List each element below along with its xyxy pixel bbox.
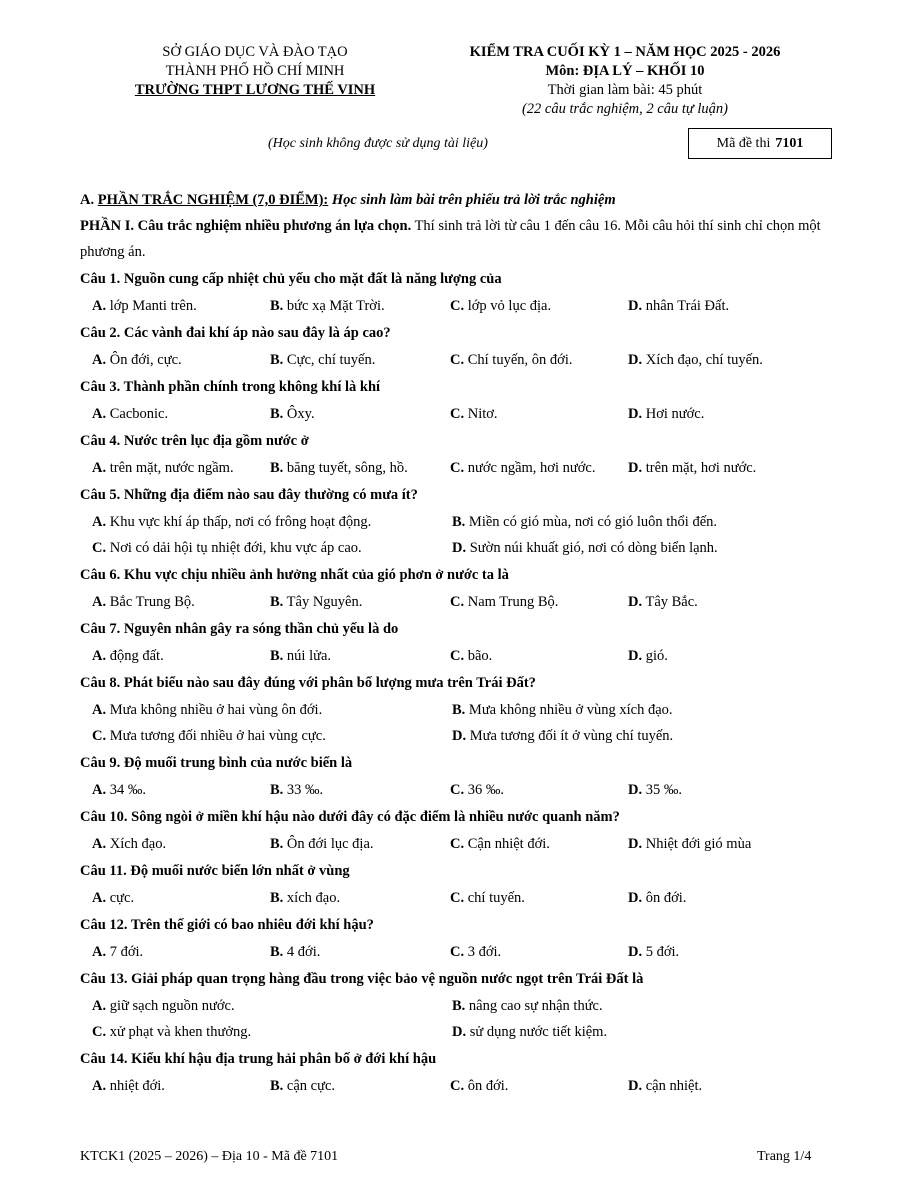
answer-option bbox=[92, 509, 452, 535]
footer-left: KTCK1 (2025 – 2026) – Địa 10 - Mã đề 7101 bbox=[80, 1149, 339, 1164]
option-letter: A. bbox=[92, 998, 107, 1014]
answer-option bbox=[452, 1019, 832, 1045]
option-letter: D. bbox=[628, 352, 643, 368]
option-letter: B. bbox=[270, 782, 284, 798]
answer-option bbox=[92, 293, 270, 319]
answer-row bbox=[80, 1073, 840, 1099]
option-letter: A. bbox=[92, 460, 107, 476]
option-text: Cực, chí tuyến. bbox=[283, 352, 376, 368]
answer-option bbox=[270, 643, 450, 669]
option-letter: C. bbox=[450, 944, 465, 960]
option-text: trên mặt, hơi nước. bbox=[642, 460, 757, 476]
section-a-heading bbox=[80, 187, 840, 213]
option-letter: C. bbox=[450, 406, 465, 422]
section-a-title: PHẦN TRẮC NGHIỆM (7,0 ĐIỂM): bbox=[97, 192, 329, 208]
exam-code-label: Mã đề thi bbox=[716, 135, 771, 151]
answer-option bbox=[92, 401, 270, 427]
option-text: ôn đới. bbox=[642, 890, 687, 906]
answer-option bbox=[628, 455, 756, 481]
answer-option bbox=[628, 885, 686, 911]
answer-option bbox=[270, 347, 450, 373]
option-text: 36 ‰. bbox=[464, 782, 504, 798]
answer-option bbox=[628, 401, 704, 427]
option-text: 35 ‰. bbox=[642, 782, 682, 798]
answer-option bbox=[628, 777, 682, 803]
answer-option bbox=[92, 939, 270, 965]
option-text: gió. bbox=[642, 648, 668, 664]
option-letter: B. bbox=[452, 702, 466, 718]
answer-row bbox=[80, 509, 840, 535]
answer-row bbox=[80, 723, 840, 749]
answer-option bbox=[270, 1073, 450, 1099]
option-letter: A. bbox=[92, 836, 107, 852]
answer-option bbox=[270, 455, 450, 481]
option-text: bão. bbox=[464, 648, 493, 664]
answer-row bbox=[80, 455, 840, 481]
option-letter: D. bbox=[628, 944, 643, 960]
part1-text: Thí sinh trả lời từ câu 1 đến câu 16. Mỗi câu hỏi thí sinh chỉ chọn một phương án. bbox=[80, 218, 821, 260]
answer-option bbox=[92, 993, 452, 1019]
answer-option bbox=[628, 293, 729, 319]
option-letter: C. bbox=[92, 728, 107, 744]
subject: Môn: ĐỊA LÝ – KHỐI 10 bbox=[545, 63, 705, 79]
answer-option bbox=[92, 643, 270, 669]
answer-option bbox=[450, 885, 628, 911]
option-text: nước ngầm, hơi nước. bbox=[464, 460, 596, 476]
answer-option bbox=[450, 1073, 628, 1099]
part1-intro bbox=[80, 213, 840, 265]
option-text: Xích đạo, chí tuyến. bbox=[642, 352, 763, 368]
answer-option bbox=[270, 831, 450, 857]
option-letter: D. bbox=[628, 782, 643, 798]
question-text: Câu 10. Sông ngòi ở miền khí hậu nào dưới đây có đặc điểm là nhiều nước quanh năm? bbox=[80, 809, 620, 825]
option-text: 7 đới. bbox=[106, 944, 144, 960]
answer-option bbox=[450, 777, 628, 803]
option-text: băng tuyết, sông, hồ. bbox=[283, 460, 408, 476]
answer-option bbox=[270, 885, 450, 911]
question-text: Câu 6. Khu vực chịu nhiều ảnh hưởng nhất của gió phơn ở nước ta là bbox=[80, 567, 509, 583]
option-letter: B. bbox=[270, 298, 284, 314]
option-letter: A. bbox=[92, 648, 107, 664]
school-name: TRƯỜNG THPT LƯƠNG THẾ VINH bbox=[134, 82, 376, 98]
option-text: Xích đạo. bbox=[106, 836, 167, 852]
answer-option bbox=[450, 643, 628, 669]
option-text: động đất. bbox=[106, 648, 164, 664]
answer-option bbox=[450, 455, 628, 481]
option-text: 33 ‰. bbox=[283, 782, 324, 798]
answer-option bbox=[92, 589, 270, 615]
answer-row bbox=[80, 535, 840, 561]
answer-option bbox=[450, 589, 628, 615]
answer-option bbox=[92, 347, 270, 373]
option-letter: D. bbox=[628, 594, 643, 610]
option-letter: C. bbox=[450, 298, 465, 314]
option-letter: B. bbox=[452, 514, 466, 530]
answer-row bbox=[80, 347, 840, 373]
answer-option bbox=[92, 777, 270, 803]
option-letter: C. bbox=[450, 352, 465, 368]
question-text: Câu 13. Giải pháp quan trọng hàng đầu trong việc bảo vệ nguồn nước ngọt trên Trái Đất là bbox=[80, 971, 644, 987]
composition: (22 câu trắc nghiệm, 2 câu tự luận) bbox=[521, 101, 729, 117]
option-text: bức xạ Mặt Trời. bbox=[283, 298, 385, 314]
option-text: Hơi nước. bbox=[642, 406, 705, 422]
option-letter: A. bbox=[92, 594, 107, 610]
answer-row bbox=[80, 1019, 840, 1045]
option-letter: C. bbox=[450, 648, 465, 664]
option-text: Nam Trung Bộ. bbox=[464, 594, 559, 610]
section-a-prefix: A. bbox=[80, 192, 98, 208]
header-left bbox=[100, 43, 410, 100]
answer-option bbox=[270, 293, 450, 319]
answer-option bbox=[628, 939, 679, 965]
option-letter: D. bbox=[628, 836, 643, 852]
answer-option bbox=[450, 939, 628, 965]
option-text: xử phạt và khen thưởng. bbox=[106, 1024, 252, 1040]
question-text: Câu 8. Phát biểu nào sau đây đúng với phân bố lượng mưa trên Trái Đất? bbox=[80, 675, 536, 691]
answer-option bbox=[450, 293, 628, 319]
option-text: Nhiệt đới gió mùa bbox=[642, 836, 752, 852]
option-text: ôn đới. bbox=[464, 1078, 509, 1094]
option-letter: D. bbox=[628, 648, 643, 664]
answer-option bbox=[628, 643, 668, 669]
option-letter: C. bbox=[450, 890, 465, 906]
option-letter: A. bbox=[92, 298, 107, 314]
question-text: Câu 1. Nguồn cung cấp nhiệt chủ yếu cho mặt đất là năng lượng của bbox=[80, 271, 502, 287]
exam-code-box bbox=[688, 128, 832, 159]
option-letter: A. bbox=[92, 702, 107, 718]
question-text: Câu 4. Nước trên lục địa gồm nước ở bbox=[80, 433, 309, 449]
option-text: Chí tuyến, ôn đới. bbox=[464, 352, 573, 368]
option-text: nhân Trái Đất. bbox=[642, 298, 730, 314]
answer-row bbox=[80, 993, 840, 1019]
answer-row bbox=[80, 643, 840, 669]
question-list bbox=[80, 265, 840, 1099]
option-letter: B. bbox=[270, 352, 284, 368]
question-text: Câu 2. Các vành đai khí áp nào sau đây là áp cao? bbox=[80, 325, 391, 341]
option-text: chí tuyến. bbox=[464, 890, 525, 906]
option-text: lớp vỏ lục địa. bbox=[464, 298, 552, 314]
option-text: lớp Manti trên. bbox=[106, 298, 197, 314]
section-a-instruction: Học sinh làm bài trên phiếu trả lời trắc nghiệm bbox=[331, 192, 616, 208]
option-letter: A. bbox=[92, 514, 107, 530]
option-letter: D. bbox=[628, 460, 643, 476]
option-text: Cacbonic. bbox=[106, 406, 169, 422]
answer-option bbox=[452, 993, 832, 1019]
answer-option bbox=[92, 455, 270, 481]
option-text: nâng cao sự nhận thức. bbox=[465, 998, 603, 1014]
option-text: Mưa không nhiều ở vùng xích đạo. bbox=[465, 702, 673, 718]
option-text: Cận nhiệt đới. bbox=[464, 836, 550, 852]
option-text: Miền có gió mùa, nơi có gió luôn thổi đến. bbox=[465, 514, 718, 530]
header-right bbox=[430, 43, 820, 119]
option-letter: B. bbox=[270, 406, 284, 422]
answer-option bbox=[92, 1073, 270, 1099]
materials-note: (Học sinh không được sử dụng tài liệu) bbox=[268, 136, 488, 151]
option-text: trên mặt, nước ngầm. bbox=[106, 460, 234, 476]
department-name: SỞ GIÁO DỤC VÀ ĐÀO TẠO bbox=[162, 44, 348, 60]
answer-option bbox=[92, 1019, 452, 1045]
answer-option bbox=[452, 697, 832, 723]
answer-row bbox=[80, 589, 840, 615]
answer-option bbox=[270, 401, 450, 427]
option-letter: D. bbox=[452, 540, 467, 556]
option-text: 5 đới. bbox=[642, 944, 680, 960]
option-text: nhiệt đới. bbox=[106, 1078, 165, 1094]
option-letter: A. bbox=[92, 782, 107, 798]
answer-option bbox=[270, 939, 450, 965]
part1-title: PHẦN I. Câu trắc nghiệm nhiều phương án lựa chọn. bbox=[80, 218, 412, 234]
exam-code-value: 7101 bbox=[775, 135, 804, 151]
option-text: sử dụng nước tiết kiệm. bbox=[466, 1024, 608, 1040]
option-text: Nơi có dải hội tụ nhiệt đới, khu vực áp cao. bbox=[106, 540, 362, 556]
option-letter: A. bbox=[92, 890, 107, 906]
question-text: Câu 5. Những địa điểm nào sau đây thường có mưa ít? bbox=[80, 487, 418, 503]
option-letter: B. bbox=[270, 944, 284, 960]
answer-row bbox=[80, 885, 840, 911]
answer-row bbox=[80, 939, 840, 965]
option-letter: D. bbox=[628, 890, 643, 906]
option-text: Mưa không nhiều ở hai vùng ôn đới. bbox=[106, 702, 323, 718]
answer-option bbox=[450, 831, 628, 857]
question-text: Câu 7. Nguyên nhân gây ra sóng thần chủ yếu là do bbox=[80, 621, 399, 637]
answer-row bbox=[80, 401, 840, 427]
option-letter: A. bbox=[92, 352, 107, 368]
option-text: 3 đới. bbox=[464, 944, 502, 960]
option-text: 4 đới. bbox=[283, 944, 321, 960]
option-letter: C. bbox=[92, 540, 107, 556]
option-letter: D. bbox=[452, 728, 467, 744]
option-text: cực. bbox=[106, 890, 135, 906]
answer-row bbox=[80, 831, 840, 857]
option-text: Mưa tương đối ít ở vùng chí tuyến. bbox=[466, 728, 674, 744]
option-text: Mưa tương đối nhiều ở hai vùng cực. bbox=[106, 728, 326, 744]
option-letter: B. bbox=[270, 460, 284, 476]
answer-option bbox=[628, 589, 698, 615]
option-letter: B. bbox=[270, 836, 284, 852]
option-text: cận cực. bbox=[283, 1078, 336, 1094]
answer-row bbox=[80, 293, 840, 319]
exam-title: KIỂM TRA CUỐI KỲ 1 – NĂM HỌC 2025 - 2026 bbox=[469, 44, 781, 60]
option-text: Ôn đới, cực. bbox=[106, 352, 182, 368]
option-letter: D. bbox=[628, 298, 643, 314]
answer-option bbox=[452, 723, 832, 749]
option-letter: C. bbox=[92, 1024, 107, 1040]
option-letter: D. bbox=[452, 1024, 467, 1040]
answer-option bbox=[628, 347, 763, 373]
answer-row bbox=[80, 697, 840, 723]
answer-option bbox=[92, 831, 270, 857]
option-text: Tây Nguyên. bbox=[283, 594, 363, 610]
option-letter: C. bbox=[450, 1078, 465, 1094]
option-letter: C. bbox=[450, 836, 465, 852]
option-letter: A. bbox=[92, 406, 107, 422]
option-letter: A. bbox=[92, 1078, 107, 1094]
answer-option bbox=[452, 535, 832, 561]
option-text: Tây Bắc. bbox=[642, 594, 698, 610]
option-letter: D. bbox=[628, 406, 643, 422]
option-text: cận nhiệt. bbox=[642, 1078, 703, 1094]
option-text: giữ sạch nguồn nước. bbox=[106, 998, 235, 1014]
question-text: Câu 12. Trên thế giới có bao nhiêu đới khí hậu? bbox=[80, 917, 374, 933]
page-number: Trang 1/4 bbox=[757, 1149, 812, 1164]
question-text: Câu 3. Thành phần chính trong không khí là khí bbox=[80, 379, 381, 395]
answer-option bbox=[270, 589, 450, 615]
question-text: Câu 14. Kiểu khí hậu địa trung hải phân bố ở đới khí hậu bbox=[80, 1051, 437, 1067]
option-text: Bắc Trung Bộ. bbox=[106, 594, 195, 610]
option-letter: B. bbox=[270, 594, 284, 610]
option-text: Khu vực khí áp thấp, nơi có frông hoạt động. bbox=[106, 514, 372, 530]
option-letter: D. bbox=[628, 1078, 643, 1094]
question-text: Câu 11. Độ muối nước biển lớn nhất ở vùng bbox=[80, 863, 350, 879]
option-letter: B. bbox=[270, 1078, 284, 1094]
city-name: THÀNH PHỐ HỒ CHÍ MINH bbox=[165, 63, 345, 79]
option-text: Ôn đới lục địa. bbox=[283, 836, 374, 852]
answer-option bbox=[270, 777, 450, 803]
option-letter: C. bbox=[450, 460, 465, 476]
answer-option bbox=[452, 509, 832, 535]
answer-option bbox=[628, 1073, 702, 1099]
answer-option bbox=[92, 723, 452, 749]
option-text: 34 ‰. bbox=[106, 782, 146, 798]
answer-row bbox=[80, 777, 840, 803]
answer-option bbox=[92, 697, 452, 723]
option-letter: A. bbox=[92, 944, 107, 960]
answer-option bbox=[450, 401, 628, 427]
question-text: Câu 9. Độ muối trung bình của nước biển là bbox=[80, 755, 353, 771]
option-text: núi lửa. bbox=[283, 648, 332, 664]
answer-option bbox=[92, 535, 452, 561]
option-letter: C. bbox=[450, 594, 465, 610]
option-letter: B. bbox=[270, 648, 284, 664]
exam-content bbox=[80, 187, 840, 1099]
option-text: Nitơ. bbox=[464, 406, 498, 422]
answer-option bbox=[628, 831, 751, 857]
option-text: Ôxy. bbox=[283, 406, 315, 422]
answer-option bbox=[450, 347, 628, 373]
option-letter: B. bbox=[270, 890, 284, 906]
option-text: xích đạo. bbox=[283, 890, 341, 906]
option-letter: C. bbox=[450, 782, 465, 798]
answer-option bbox=[92, 885, 270, 911]
option-letter: B. bbox=[452, 998, 466, 1014]
duration: Thời gian làm bài: 45 phút bbox=[547, 82, 703, 98]
option-text: Sườn núi khuất gió, nơi có dòng biển lạnh. bbox=[466, 540, 718, 556]
